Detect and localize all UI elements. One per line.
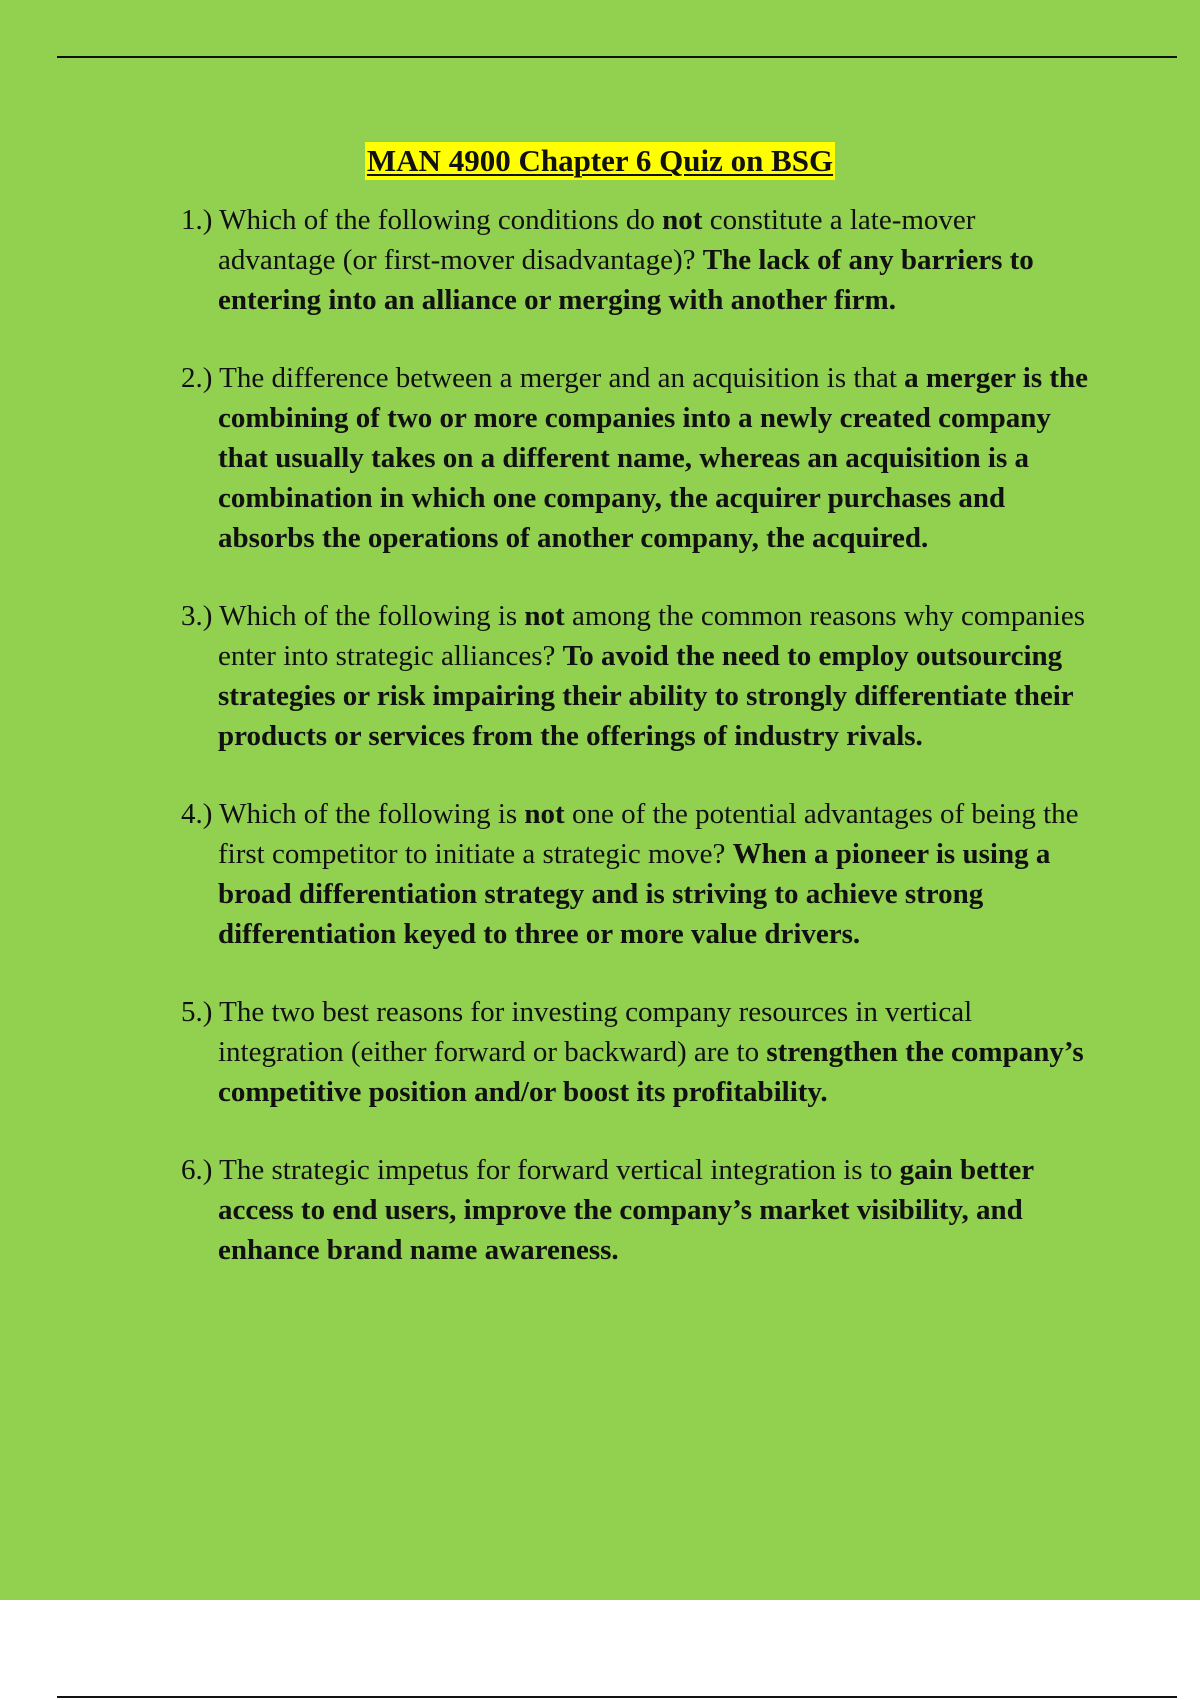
question-prompt: Which of the following is: [219, 798, 518, 830]
page-title: MAN 4900 Chapter 6 Quiz on BSG: [366, 143, 834, 178]
question-prompt-continued: constitute a late-mover advantage (or first-mover disadvantage)?: [218, 204, 976, 276]
top-rule: [57, 56, 1177, 58]
question-prompt: Which of the following is: [219, 600, 518, 632]
question-prompt: The two best reasons for investing company resources in vertical integration (either forward or backward) are to: [218, 996, 973, 1068]
question-answer: The lack of any barriers to entering into an alliance or merging with another firm.: [218, 244, 1034, 316]
question-emphasis: not: [524, 600, 565, 632]
question-item: [181, 596, 1091, 756]
question-answer: gain better access to end users, improve the company’s market visibility, and enhance brand name awareness.: [218, 1154, 1034, 1266]
question-prompt: Which of the following conditions do: [219, 204, 655, 236]
title-container: [0, 142, 1200, 180]
question-number: 6.): [181, 1154, 213, 1186]
question-number: 5.): [181, 996, 213, 1028]
bottom-rule: [57, 1696, 1177, 1698]
question-prompt-continued: one of the potential advantages of being the first competitor to initiate a strategic move?: [218, 798, 1079, 870]
question-answer: strengthen the company’s competitive position and/or boost its profitability.: [218, 1036, 1084, 1108]
question-item: [181, 200, 1091, 320]
question-number: 2.): [181, 362, 213, 394]
question-number: 4.): [181, 798, 213, 830]
question-emphasis: not: [524, 798, 565, 830]
question-answer: When a pioneer is using a broad differentiation strategy and is striving to achieve strong differentiation keyed to three or more value drivers.: [218, 838, 1051, 950]
question-answer: a merger is the combining of two or more companies into a newly created company that usually takes on a different name, whereas an acquisition is a combination in which one company, the acquirer purchases and absorbs the operations of another company, the acquired.: [218, 362, 1089, 554]
question-prompt-continued: among the common reasons why companies enter into strategic alliances?: [218, 600, 1085, 672]
question-prompt: The difference between a merger and an acquisition is that: [219, 362, 897, 394]
question-prompt: The strategic impetus for forward vertical integration is to: [219, 1154, 893, 1186]
question-emphasis: not: [662, 204, 703, 236]
question-number: 1.): [181, 204, 213, 236]
question-item: [181, 1150, 1091, 1270]
question-item: [181, 992, 1091, 1112]
question-item: [181, 794, 1091, 954]
question-list: [181, 200, 1091, 1308]
question-number: 3.): [181, 600, 213, 632]
question-answer: To avoid the need to employ outsourcing strategies or risk impairing their ability to strongly differentiate their products or services from the offerings of industry rivals.: [218, 640, 1074, 752]
question-item: [181, 358, 1091, 558]
